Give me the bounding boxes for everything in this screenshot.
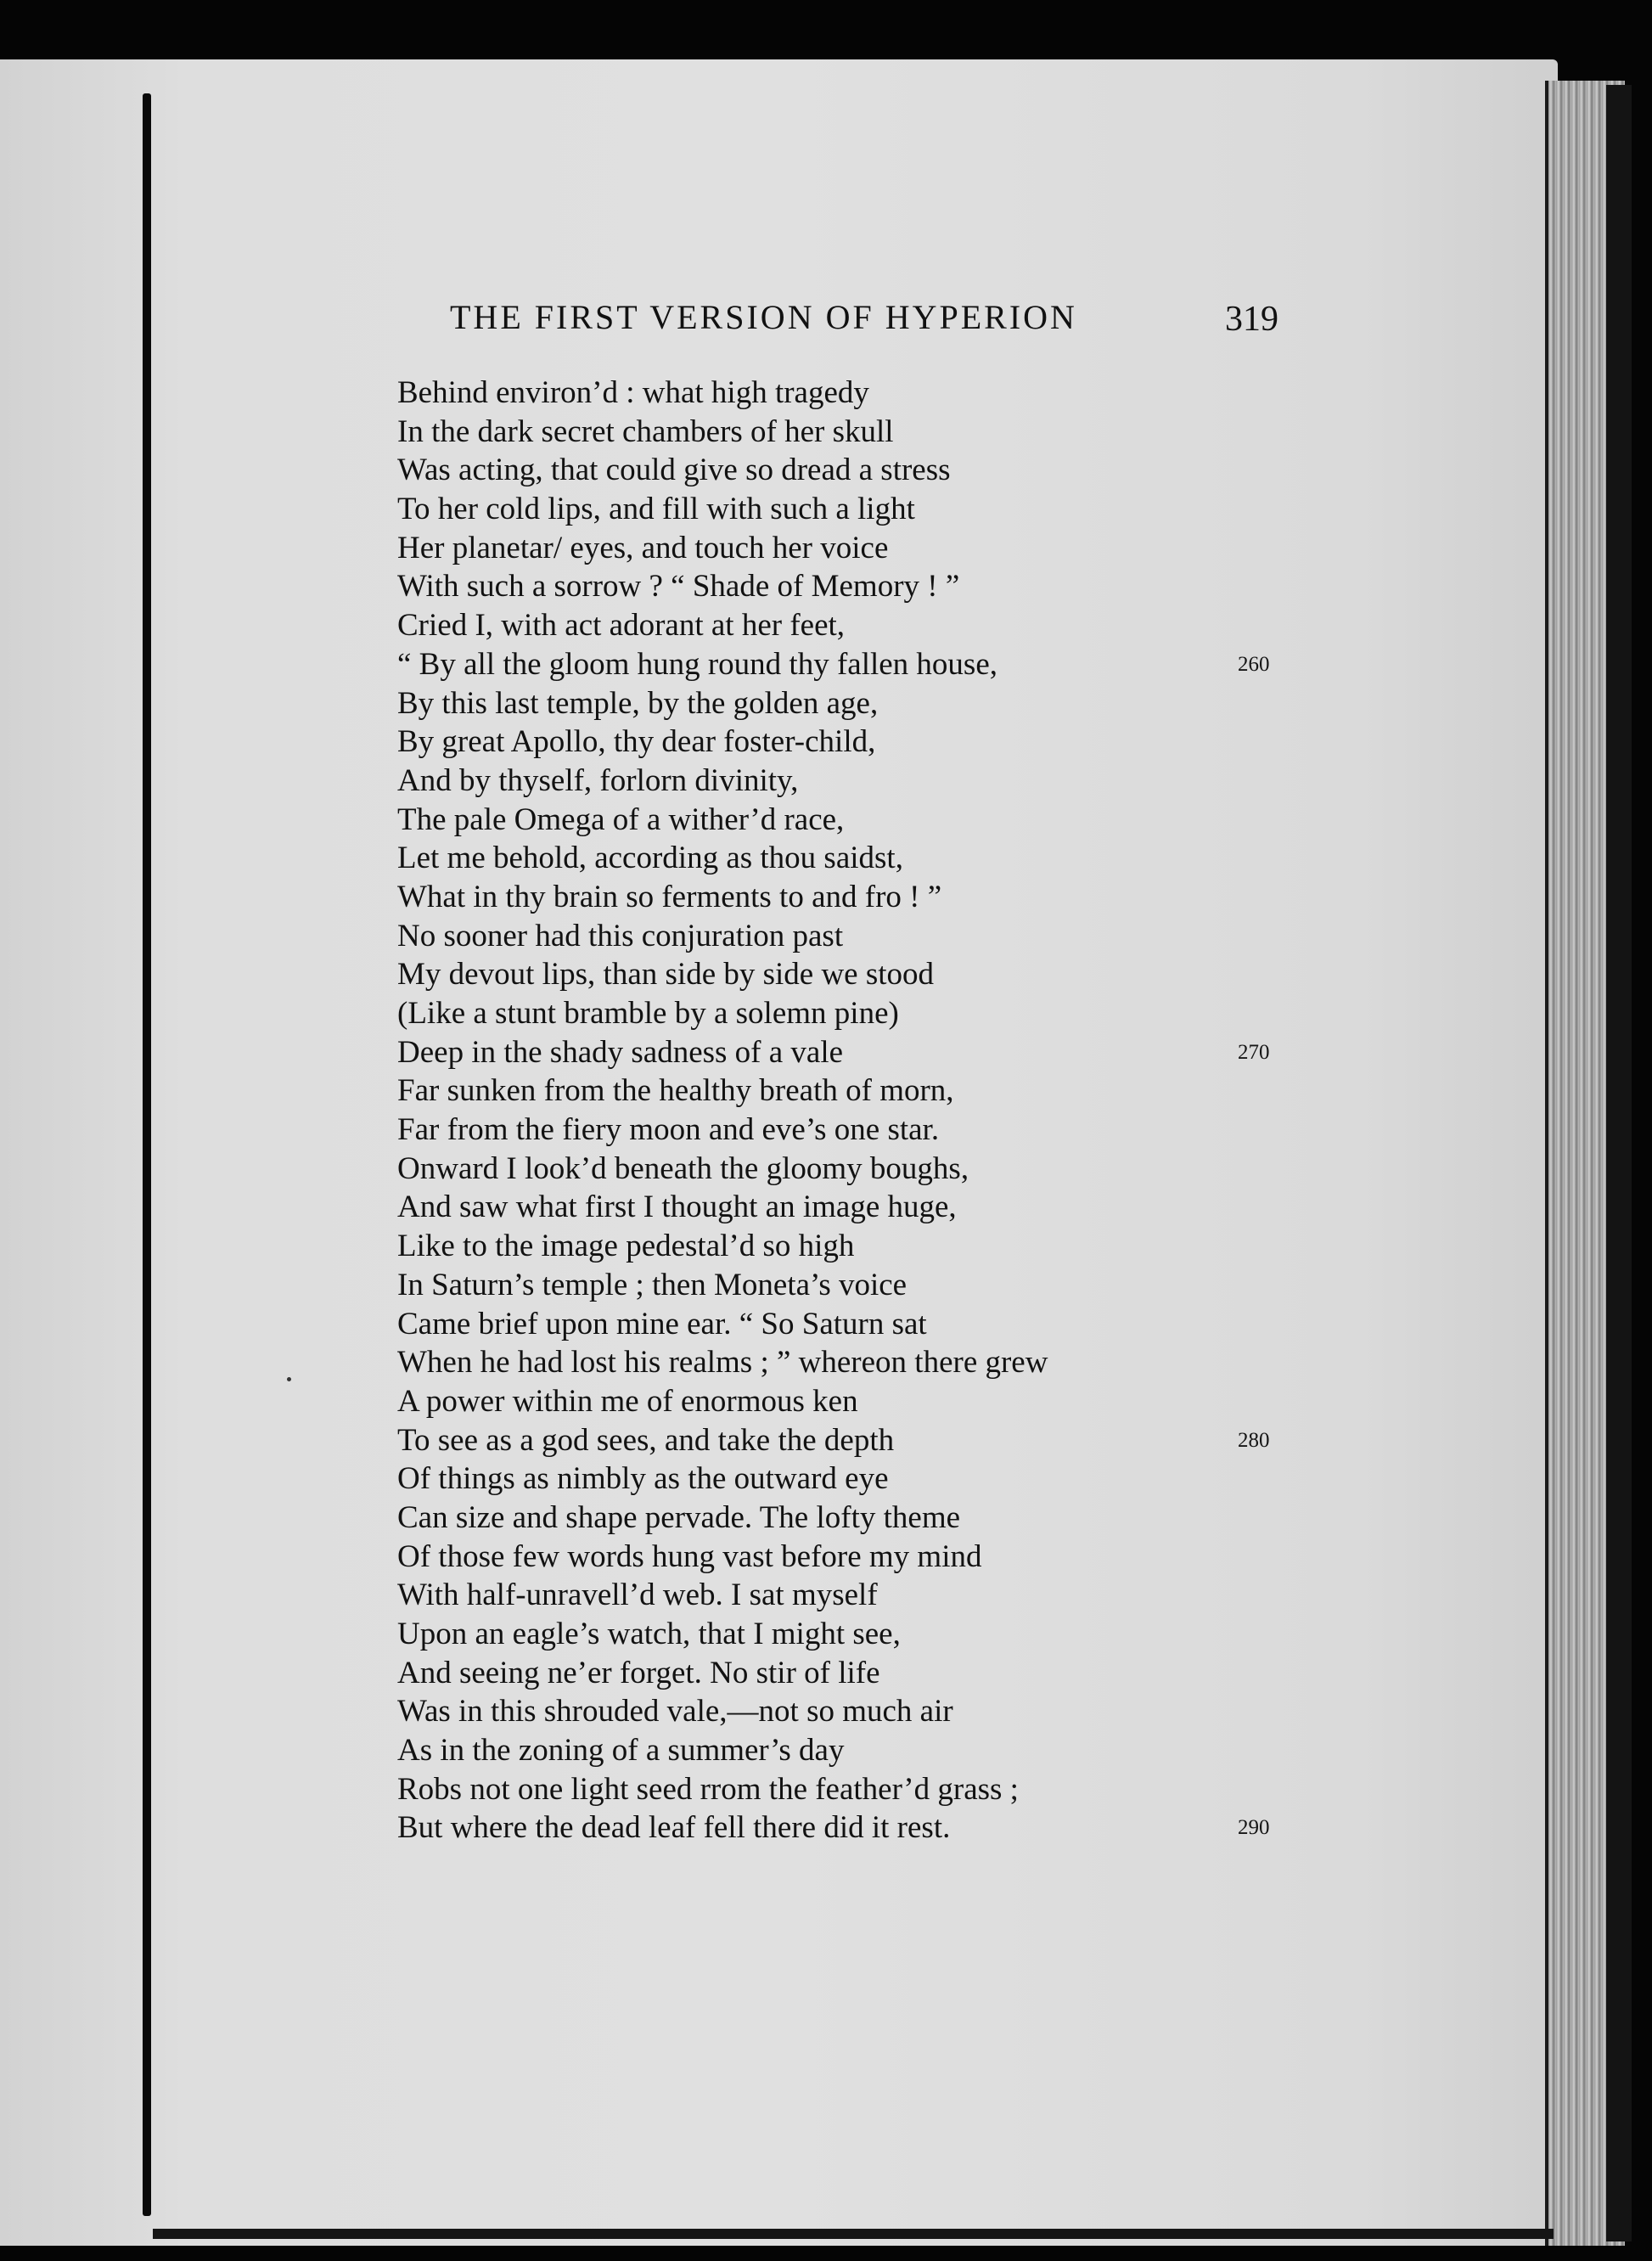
poem-line-text: (Like a stunt bramble by a solemn pine) [397,996,899,1031]
poem-line-text: Onward I look’d beneath the gloomy boughs, [397,1150,969,1186]
line-number: 290 [1238,1816,1270,1840]
poem-line-text: And saw what first I thought an image huge, [397,1190,957,1225]
poem-line [397,994,1348,1033]
poem-line [397,1421,1348,1460]
poem-line-text: Of things as nimbly as the outward eye [397,1461,889,1497]
poem-line [397,1615,1348,1654]
poem-line [397,529,1348,568]
line-number: 270 [1238,1040,1270,1064]
poem-line [397,839,1348,878]
line-number: 260 [1238,652,1270,676]
running-title: THE FIRST VERSION OF HYPERION [450,298,1077,336]
poem-line-text: To see as a god sees, and take the depth [397,1422,895,1458]
poem-line [397,567,1348,606]
poem-line-text: Upon an eagle’s watch, that I might see, [397,1617,901,1651]
line-number: 280 [1238,1428,1270,1452]
poem-line-text: The pale Omega of a wither’d race, [397,801,845,837]
poem-line [397,645,1348,684]
poem-line [397,801,1348,840]
poem-line [397,1305,1348,1344]
poem-line-text: Far sunken from the healthy breath of morn, [397,1073,954,1109]
poem-line [397,1499,1348,1538]
poem-line-text: Robs not one light seed rrom the feather’d grass ; [397,1771,1019,1807]
poem-line [397,723,1348,762]
poem-line-text: Was in this shrouded vale,—not so much air [397,1694,953,1729]
poem-line [397,955,1348,994]
poem-line-text: With such a sorrow ? “ Shade of Memory ! ” [397,569,960,605]
poem-line [397,878,1348,917]
poem-line-text: Can size and shape pervade. The lofty theme [397,1499,961,1535]
poem-line [397,1382,1348,1421]
poem-line [397,762,1348,801]
poem-line-text: With half-unravell’d web. I sat myself [397,1578,878,1613]
poem-line [397,1731,1348,1770]
poem-line [397,1654,1348,1693]
poem-line [397,684,1348,723]
poem-line-text: What in thy brain so ferments to and fro ! ” [397,879,942,914]
ink-speck [287,1377,291,1381]
poem-line-text: Of those few words hung vast before my mind [397,1538,982,1574]
poem-line-text: In Saturn’s temple ; then Moneta’s voice [397,1267,907,1302]
poem-line [397,1150,1348,1189]
poem-line-text: Came brief upon mine ear. “ So Saturn sat [397,1306,927,1341]
poem-line [397,1111,1348,1150]
poem-line-text: But where the dead leaf fell there did it rest. [397,1810,951,1846]
poem-line-text: No sooner had this conjuration past [397,918,844,953]
page-edge-shadow [1606,85,1632,2241]
running-header [450,297,1299,348]
poem-line-text: Let me behold, according as thou saidst, [397,841,903,876]
poem-line-text: Deep in the shady sadness of a vale [397,1034,844,1070]
poem-line [397,1538,1348,1577]
poem-line-text: Was acting, that could give so dread a stress [397,453,951,488]
poem-line-text: To her cold lips, and fill with such a light [397,492,915,527]
poem-line-text: “ By all the gloom hung round thy fallen house, [397,646,997,682]
poem-line [397,1071,1348,1111]
poem-line [397,1033,1348,1072]
poem-line [397,1343,1348,1382]
poem-line-text: Far from the fiery moon and eve’s one star. [397,1112,940,1148]
poem-line [397,1808,1348,1848]
poem-line [397,490,1348,529]
gutter-shadow [143,93,151,2216]
poem-line-text: When he had lost his realms ; ” whereon there grew [397,1345,1048,1381]
poem-line-text: My devout lips, than side by side we stood [397,957,935,993]
poem-line [397,1227,1348,1266]
poem-line-text: Behind environ’d : what high tragedy [397,375,869,410]
poem-line-text: As in the zoning of a summer’s day [397,1733,845,1769]
poem-line-text: Like to the image pedestal’d so high [397,1229,855,1264]
poem-line [397,1576,1348,1615]
poem-text [397,374,1348,1848]
poem-line [397,374,1348,413]
poem-line [397,1266,1348,1305]
poem-line-text: A power within me of enormous ken [397,1383,858,1419]
poem-line [397,1692,1348,1731]
poem-line-text: By this last temple, by the golden age, [397,685,879,721]
poem-line-text: And by thyself, forlorn divinity, [397,762,799,798]
bottom-edge-shadow [153,2229,1554,2239]
poem-line [397,606,1348,645]
poem-line-text: By great Apollo, thy dear foster-child, [397,724,876,760]
poem-line [397,1770,1348,1809]
poem-line [397,1460,1348,1499]
poem-line [397,451,1348,490]
poem-line-text: Cried I, with act adorant at her feet, [397,608,846,644]
poem-line-text: And seeing ne’er forget. No stir of life [397,1655,880,1690]
poem-line-text: Her planetar/ eyes, and touch her voice [397,530,889,565]
poem-line [397,1188,1348,1227]
poem-line-text: In the dark secret chambers of her skull [397,413,894,449]
poem-line [397,413,1348,452]
poem-line [397,917,1348,956]
page-number: 319 [1225,300,1278,339]
